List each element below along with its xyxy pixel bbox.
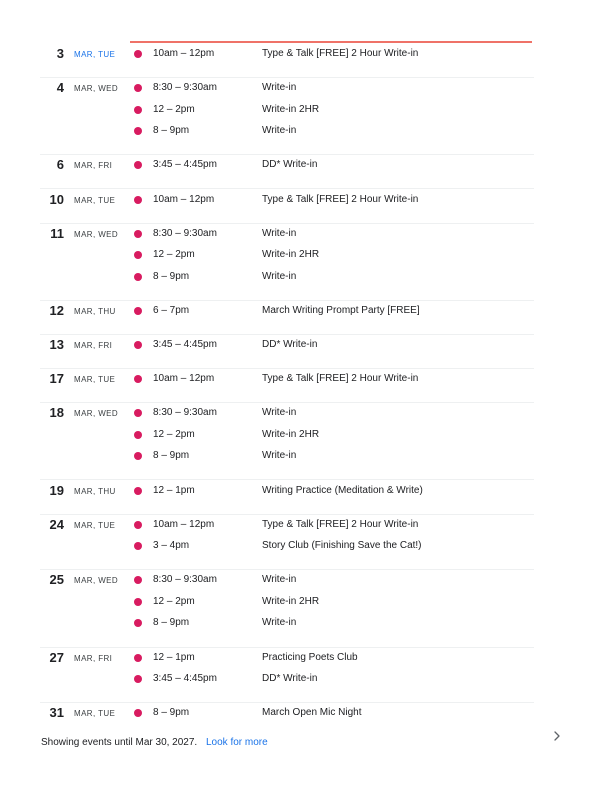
day-block: [40, 334, 534, 369]
day-block: [40, 569, 534, 647]
event-time: 12 – 1pm: [153, 651, 195, 663]
footer: [41, 736, 268, 750]
event-color-dot: [134, 127, 142, 135]
day-number[interactable]: 18: [49, 405, 64, 421]
event-title: Type & Talk [FREE] 2 Hour Write-in: [262, 48, 419, 59]
event-row[interactable]: [130, 300, 530, 322]
event-time: 8 – 9pm: [153, 707, 190, 719]
event-row[interactable]: [130, 368, 530, 390]
day-label: MAR, WED: [74, 576, 119, 586]
event-title: Write-in: [262, 270, 297, 282]
day-label: MAR, FRI: [74, 341, 113, 350]
event-color-dot: [134, 106, 142, 114]
event-time: 12 – 2pm: [153, 103, 195, 115]
event-time: 3:45 – 4:45pm: [153, 673, 217, 685]
event-row[interactable]: [130, 223, 530, 245]
event-color-dot: [134, 161, 142, 169]
day-number[interactable]: 10: [49, 191, 64, 207]
event-row[interactable]: [130, 668, 530, 690]
day-label: MAR, FRI: [74, 161, 113, 171]
event-color-dot: [134, 409, 142, 417]
day-number[interactable]: 6: [56, 157, 64, 173]
event-row[interactable]: [130, 647, 530, 669]
event-row[interactable]: [130, 445, 530, 467]
event-color-dot: [134, 709, 142, 717]
event-color-dot: [134, 307, 142, 315]
event-row[interactable]: [130, 120, 530, 142]
day-number[interactable]: 25: [49, 572, 64, 588]
event-color-dot: [134, 375, 142, 383]
day-block: [40, 77, 534, 155]
event-row[interactable]: [130, 702, 530, 724]
day-block: [40, 223, 534, 301]
event-title: March Writing Prompt Party [FREE]: [262, 304, 420, 316]
event-time: 3:45 – 4:45pm: [153, 159, 217, 171]
day-number[interactable]: 19: [49, 482, 64, 498]
event-time: 8:30 – 9:30am: [153, 574, 217, 586]
event-time: 8:30 – 9:30am: [153, 407, 217, 419]
day-number[interactable]: 4: [56, 80, 64, 96]
event-row[interactable]: [130, 535, 530, 557]
event-title: Write-in: [262, 450, 297, 462]
event-row[interactable]: [130, 154, 530, 176]
day-block: [40, 43, 534, 78]
event-title: Write-in 2HR: [262, 249, 320, 261]
event-row[interactable]: [130, 244, 530, 266]
event-row[interactable]: [130, 402, 530, 424]
event-title: Type & Talk [FREE] 2 Hour Write-in: [262, 373, 419, 385]
day-label: MAR, TUE: [74, 50, 116, 59]
event-time: 10am – 12pm: [153, 518, 215, 530]
day-block: [40, 154, 534, 189]
event-row[interactable]: [130, 480, 530, 502]
event-title: DD* Write-in: [262, 673, 318, 685]
event-color-dot: [134, 521, 142, 529]
event-time: 8 – 9pm: [153, 450, 190, 462]
event-color-dot: [134, 598, 142, 606]
event-color-dot: [134, 230, 142, 238]
day-label: MAR, THU: [74, 486, 116, 496]
day-block: [40, 300, 534, 335]
event-title: Type & Talk [FREE] 2 Hour Write-in: [262, 518, 419, 530]
event-color-dot: [134, 619, 142, 627]
event-time: 8:30 – 9:30am: [153, 227, 217, 239]
day-label: MAR, TUE: [74, 520, 116, 530]
day-block: [40, 402, 534, 480]
event-color-dot: [134, 196, 142, 204]
event-title: Writing Practice (Meditation & Write): [262, 484, 423, 496]
event-title: Write-in 2HR: [262, 428, 320, 440]
event-row[interactable]: [130, 612, 530, 634]
day-block: [40, 702, 534, 736]
event-title: March Open Mic Night: [262, 707, 362, 719]
event-color-dot: [134, 675, 142, 683]
event-color-dot: [134, 50, 142, 58]
day-label: MAR, FRI: [74, 653, 113, 663]
event-row[interactable]: [130, 424, 530, 446]
event-time: 10am – 12pm: [153, 193, 215, 205]
event-time: 6 – 7pm: [153, 304, 190, 316]
event-time: 12 – 2pm: [153, 249, 195, 261]
event-time: 8 – 9pm: [153, 125, 190, 137]
day-block: [40, 368, 534, 403]
event-title: Write-in: [262, 82, 297, 94]
event-title: Write-in: [262, 617, 297, 629]
event-title: Write-in: [262, 227, 297, 239]
event-title: Story Club (Finishing Save the Cat!): [262, 540, 422, 552]
event-time: 12 – 1pm: [153, 484, 195, 496]
event-time: 10am – 12pm: [153, 48, 215, 59]
event-row[interactable]: [130, 514, 530, 536]
event-color-dot: [134, 431, 142, 439]
day-label: MAR, TUE: [74, 195, 116, 205]
event-row[interactable]: [130, 266, 530, 288]
event-time: 8:30 – 9:30am: [153, 82, 217, 94]
day-number[interactable]: 17: [49, 371, 64, 387]
day-block: [40, 647, 534, 704]
event-row[interactable]: [130, 591, 530, 613]
event-row[interactable]: [130, 43, 530, 65]
event-time: 3:45 – 4:45pm: [153, 339, 217, 350]
day-number[interactable]: 24: [49, 516, 64, 532]
event-time: 12 – 2pm: [153, 428, 195, 440]
event-title: DD* Write-in: [262, 339, 318, 350]
event-color-dot: [134, 341, 142, 349]
event-time: 12 – 2pm: [153, 595, 195, 607]
event-time: 3 – 4pm: [153, 540, 190, 552]
day-number[interactable]: 13: [49, 337, 64, 352]
event-title: Type & Talk [FREE] 2 Hour Write-in: [262, 193, 419, 205]
event-time: 8 – 9pm: [153, 617, 190, 629]
event-row[interactable]: [130, 569, 530, 591]
event-title: Write-in: [262, 125, 297, 137]
event-title: Write-in 2HR: [262, 595, 320, 607]
event-color-dot: [134, 84, 142, 92]
event-color-dot: [134, 487, 142, 495]
event-row[interactable]: [130, 189, 530, 211]
day-number[interactable]: 12: [49, 302, 64, 318]
day-label: MAR, THU: [74, 306, 116, 316]
event-time: 10am – 12pm: [153, 373, 215, 385]
day-label: MAR, TUE: [74, 709, 116, 719]
event-title: DD* Write-in: [262, 159, 318, 171]
event-title: Write-in: [262, 574, 297, 586]
event-row[interactable]: [130, 334, 530, 356]
day-block: [40, 514, 534, 571]
footer-text: Showing events until Mar 30, 2027.: [41, 737, 198, 748]
event-color-dot: [134, 452, 142, 460]
event-color-dot: [134, 251, 142, 259]
event-title: Write-in 2HR: [262, 103, 320, 115]
event-color-dot: [134, 273, 142, 281]
day-number[interactable]: 11: [50, 225, 64, 241]
day-label: MAR, WED: [74, 409, 119, 419]
chevron-right-icon: [549, 728, 565, 744]
day-number[interactable]: 3: [56, 46, 64, 61]
event-color-dot: [134, 654, 142, 662]
event-row[interactable]: [130, 99, 530, 121]
day-label: MAR, WED: [74, 229, 119, 239]
event-color-dot: [134, 576, 142, 584]
day-block: [40, 189, 534, 224]
event-row[interactable]: [130, 77, 530, 99]
day-block: [40, 480, 534, 515]
day-number[interactable]: 31: [49, 705, 64, 721]
day-label: MAR, WED: [74, 84, 119, 94]
look-for-more-link[interactable]: Look for more: [206, 737, 268, 748]
day-number[interactable]: 27: [49, 649, 64, 665]
event-title: Practicing Poets Club: [262, 651, 358, 663]
event-time: 8 – 9pm: [153, 270, 190, 282]
event-title: Write-in: [262, 407, 297, 419]
event-color-dot: [134, 542, 142, 550]
day-label: MAR, TUE: [74, 375, 116, 385]
next-button[interactable]: [549, 728, 565, 744]
